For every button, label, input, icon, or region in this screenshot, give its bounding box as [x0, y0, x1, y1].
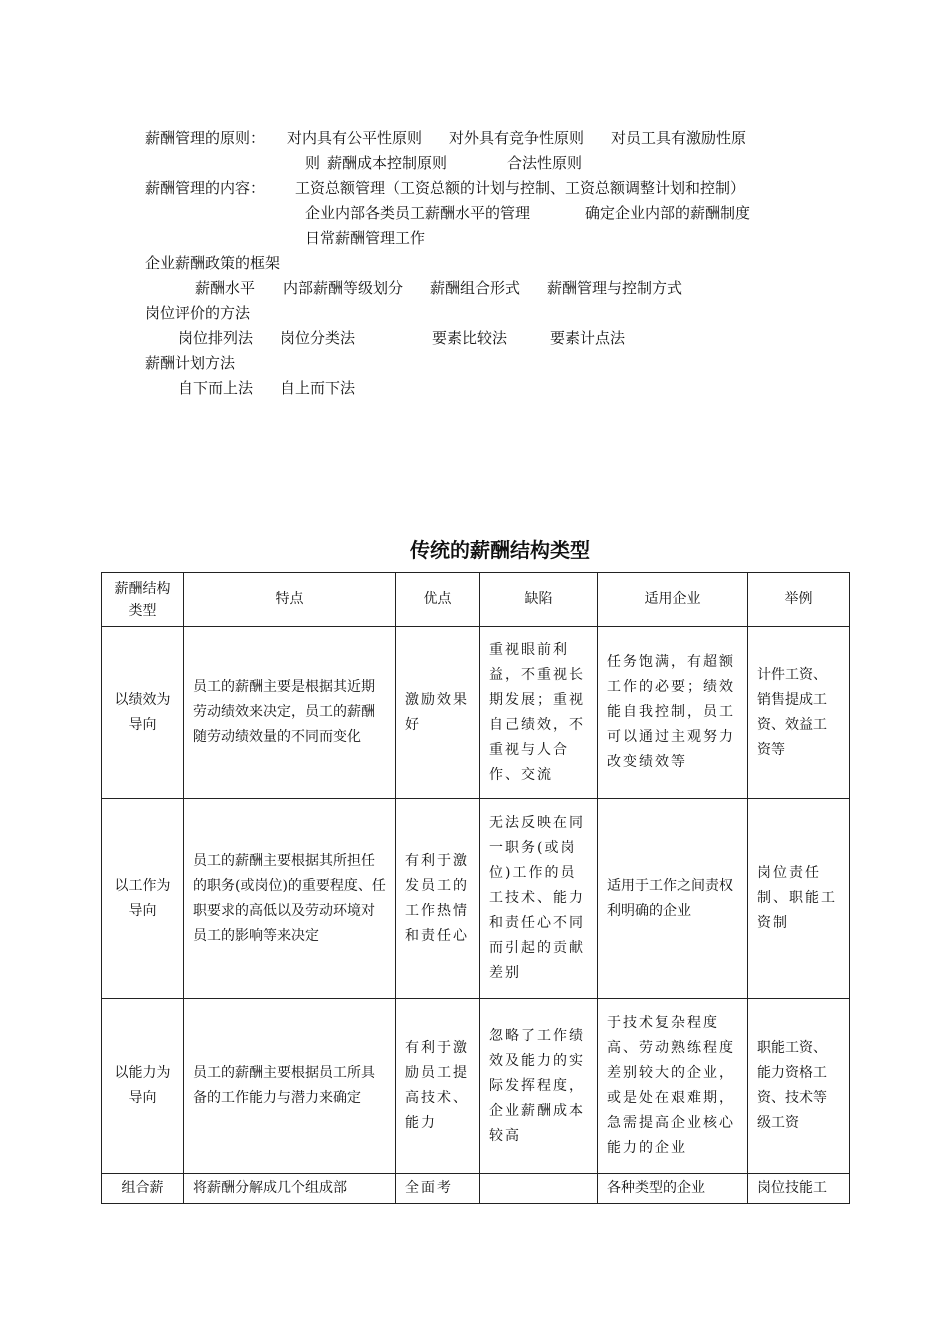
cell-fit: 任务饱满，有超额工作的必要；绩效能自我控制，员工可以通过主观努力改变绩效等	[598, 627, 748, 799]
job-eval-label: 岗位评价的方法	[145, 304, 251, 322]
framework-item: 薪酬水平	[195, 279, 256, 297]
cell-fit: 各种类型的企业	[598, 1174, 748, 1204]
table-row	[102, 999, 850, 1174]
cell-example: 岗位技能工	[748, 1174, 850, 1204]
framework-item: 薪酬管理与控制方式	[547, 279, 683, 297]
principle-item: 对外具有竞争性原则	[449, 129, 585, 147]
content-item: 确定企业内部的薪酬制度	[585, 204, 751, 222]
table-row	[102, 1174, 850, 1204]
cell-type: 以绩效为导向	[102, 627, 184, 799]
header-cons: 缺陷	[480, 573, 598, 627]
cell-type: 以工作为导向	[102, 799, 184, 999]
table-title: 传统的薪酬结构类型	[410, 538, 590, 562]
table-row	[102, 799, 850, 999]
job-eval-items	[178, 328, 625, 348]
cell-type: 组合薪	[102, 1174, 184, 1204]
principle-item: 薪酬成本控制原则	[327, 154, 448, 172]
job-eval-item: 要素计点法	[550, 329, 626, 347]
cell-cons: 无法反映在同一职务(或岗位)工作的员工技术、能力和责任心不同而引起的贡献差别	[480, 799, 598, 999]
cell-cons: 重视眼前利益，不重视长期发展；重视自己绩效，不重视与人合作、交流	[480, 627, 598, 799]
content-item: 日常薪酬管理工作	[305, 229, 426, 247]
principle-item: 合法性原则	[507, 154, 583, 172]
principles-line-2	[305, 153, 582, 173]
cell-feature: 员工的薪酬主要根据员工所具备的工作能力与潜力来确定	[184, 999, 396, 1174]
cell-pros: 有利于激励员工提高技术、能力	[396, 999, 480, 1174]
job-eval-item: 岗位排列法	[178, 329, 254, 347]
cell-type: 以能力为导向	[102, 999, 184, 1174]
contents-line-3	[305, 228, 425, 248]
cell-pros: 激励效果好	[396, 627, 480, 799]
framework-item: 薪酬组合形式	[430, 279, 521, 297]
plan-item: 自下而上法	[178, 379, 254, 397]
content-item: 工资总额管理（工资总额的计划与控制、工资总额调整计划和控制）	[295, 179, 746, 197]
cell-feature: 员工的薪酬主要根据其所担任的职务(或岗位)的重要程度、任职要求的高低以及劳动环境对员工的影响等来决定	[184, 799, 396, 999]
job-eval-item: 岗位分类法	[280, 329, 356, 347]
header-type: 薪酬结构类型	[102, 573, 184, 627]
principle-item: 则	[305, 154, 321, 172]
cell-example: 岗位责任制、职能工资制	[748, 799, 850, 999]
job-eval-item: 要素比较法	[432, 329, 508, 347]
cell-example: 计件工资、销售提成工资、效益工资等	[748, 627, 850, 799]
cell-feature: 将薪酬分解成几个组成部	[184, 1174, 396, 1204]
cell-fit: 于技术复杂程度高、劳动熟练程度差别较大的企业，或是处在艰难期，急需提高企业核心能力的企业	[598, 999, 748, 1174]
principles-line-1	[145, 128, 746, 148]
content-item: 企业内部各类员工薪酬水平的管理	[305, 204, 531, 222]
plan-item: 自上而下法	[280, 379, 356, 397]
table-row	[102, 627, 850, 799]
cell-pros: 全面考	[396, 1174, 480, 1204]
principles-label: 薪酬管理的原则：	[145, 129, 266, 147]
framework-label: 企业薪酬政策的框架	[145, 254, 281, 272]
principle-item: 对内具有公平性原则	[287, 129, 423, 147]
table-header-row	[102, 573, 850, 627]
cell-pros: 有利于激发员工的工作热情和责任心	[396, 799, 480, 999]
framework-item: 内部薪酬等级划分	[283, 279, 404, 297]
plan-items	[178, 378, 355, 398]
cell-fit: 适用于工作之间责权利明确的企业	[598, 799, 748, 999]
cell-feature: 员工的薪酬主要是根据其近期劳动绩效来决定，员工的薪酬随劳动绩效量的不同而变化	[184, 627, 396, 799]
cell-cons: 忽略了工作绩效及能力的实际发挥程度，企业薪酬成本较高	[480, 999, 598, 1174]
contents-line-2	[305, 203, 750, 223]
cell-example: 职能工资、能力资格工资、技术等级工资	[748, 999, 850, 1174]
contents-line-1	[145, 178, 745, 198]
cell-cons	[480, 1174, 598, 1204]
contents-label: 薪酬管理的内容：	[145, 179, 266, 197]
header-feature: 特点	[184, 573, 396, 627]
header-example: 举例	[748, 573, 850, 627]
plan-label: 薪酬计划方法	[145, 354, 236, 372]
header-fit: 适用企业	[598, 573, 748, 627]
header-pros: 优点	[396, 573, 480, 627]
principle-item: 对员工具有激励性原	[611, 129, 747, 147]
salary-structure-table	[101, 572, 850, 1204]
framework-items	[195, 278, 682, 298]
